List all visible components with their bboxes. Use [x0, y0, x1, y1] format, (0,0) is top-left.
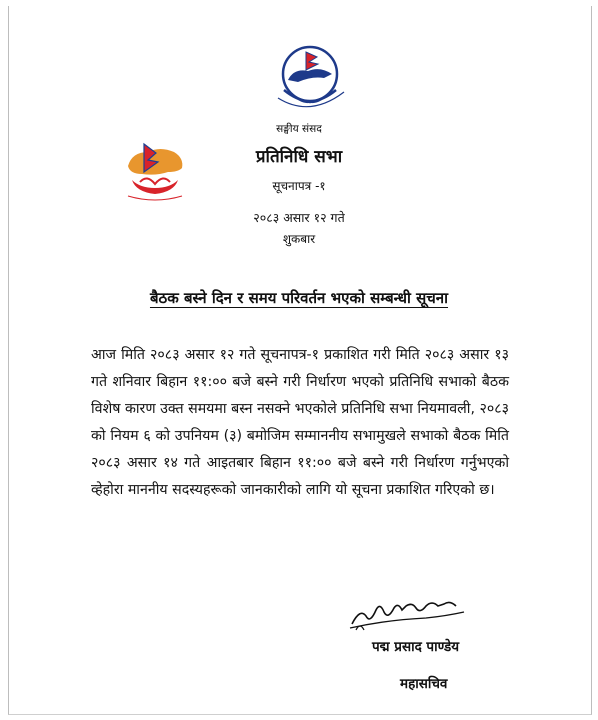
notice-subject-text: बैठक बस्ने दिन र समय परिवर्तन भएको सम्बन्धी सूचना: [149, 289, 449, 307]
signature-icon: [346, 594, 470, 634]
signatory-title: महासचिव: [400, 676, 448, 692]
notice-body: आज मिति २०८३ असार १२ गते सूचनापत्र-१ प्रकाशित गरी मिति २०८३ असार १३ गते शनिवार बिहान ११:०० बजे बस्ने गरी निर्धारण भएको प्रतिनिधि सभाको बैठक विशेष कारण उक्त समयमा बस्न नसक्ने भएकोले प्रतिनिधि सभा नियमावली, २०८३ को नियम ६ को उपनियम (३) बमोजिम सम्माननीय सभामुखले सभाको बैठक मिति २०८३ असार १४ गते आइतबार बिहान ११:०० बजे बस्ने गरी निर्धारण गर्नुभएको व्हेहोरा माननीय सदस्यहरूको जानकारीको लागि यो सूचना प्रकाशित गरिएको छ।: [91, 347, 509, 499]
notice-weekday: शुकबार: [282, 232, 316, 246]
notice-subject: [0, 288, 598, 308]
parliament-emblem-icon: [262, 44, 358, 124]
house-of-representatives-title: प्रतिनिधि सभा: [255, 147, 343, 167]
federal-parliament-label: सङ्घीय संसद: [276, 123, 322, 135]
notice-number: सूचनापत्र -१: [272, 179, 326, 193]
notice-date: २०८३ असार १२ गते: [253, 210, 345, 225]
signatory-name: पद्म प्रसाद पाण्डेय: [372, 639, 460, 655]
